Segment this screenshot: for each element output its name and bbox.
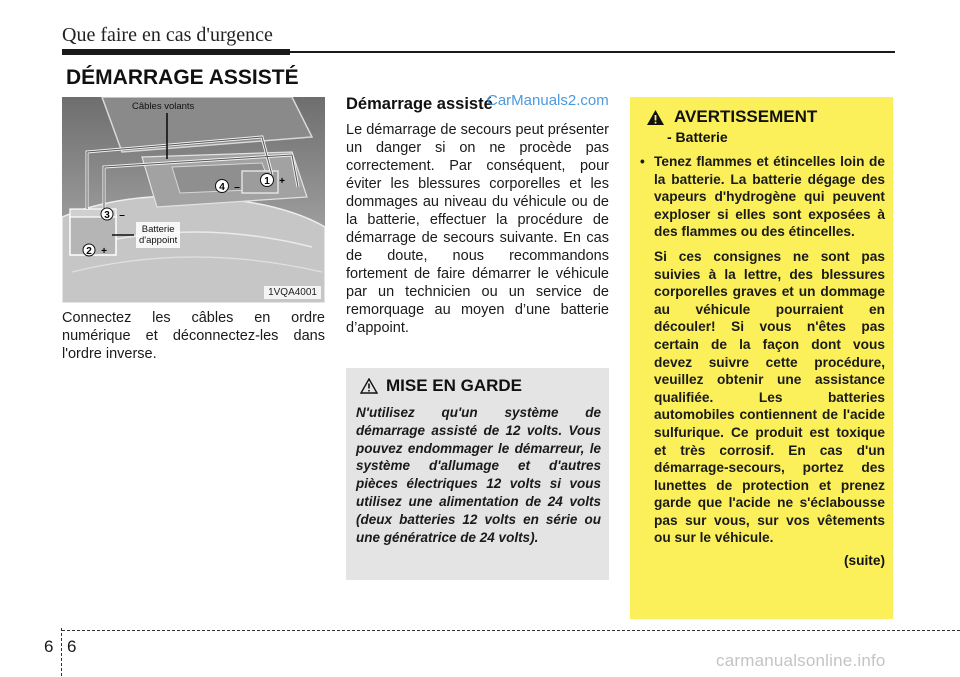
- label-booster-battery-line2: d'appoint: [139, 235, 178, 246]
- minus-sign-4: –: [234, 182, 240, 193]
- marker-3: 3: [104, 210, 110, 221]
- marker-2: 2: [86, 246, 92, 257]
- caution-header: [360, 376, 601, 396]
- caution-title: MISE EN GARDE: [386, 376, 523, 395]
- warning-title: AVERTISSEMENT: [674, 107, 818, 126]
- warning-box: [630, 97, 893, 619]
- engine-bay-drawing: [62, 97, 325, 303]
- plus-sign-1: +: [279, 176, 285, 187]
- label-booster-battery: [136, 222, 180, 248]
- warning-body: [654, 153, 885, 547]
- jump-start-illustration: [62, 97, 325, 303]
- warning-triangle-icon: [646, 109, 665, 126]
- warning-paragraph-2: Si ces consignes ne sont pas suivies à la lettre, des blessures corporelles graves et un dommage au véhicule pourraient en découler! Si vous n'êtes pas certain de la façon dont vous devez suivre cette procédure, veuillez obtenir une assistance qualifiée. Les batteries automobiles contiennent de l'acide sulfurique. Ce produit est toxique et très corrosif. En cas d'un démarrage-secours, portez des lunettes de protection et prenez garde que l'acide ne s'éclabousse pas sur vous, sur vos vêtements ou sur le véhicule.: [654, 248, 885, 546]
- warning-list-item: [640, 153, 885, 547]
- chapter-number: 6: [44, 637, 54, 656]
- warning-list: [640, 153, 885, 547]
- marker-4: 4: [219, 182, 225, 193]
- label-jumper-cables: Câbles volants: [132, 101, 195, 112]
- warning-paragraph-1: Tenez flammes et étincelles loin de la batterie. La batterie dégage des vapeurs d'hydrogène qui peuvent exploser si elles sont exposées à des flammes ou des étincelles.: [654, 154, 885, 240]
- caution-text: N'utilisez qu'un système de démarrage assisté de 12 volts. Vous pouvez endommager le démarreur, le système d'allumage et d'autres pièces électriques 12 volts si vous utilisez une alimentation de 24 volts (deux batteries 12 volts en série ou une génératrice de 24 volts).: [356, 405, 601, 545]
- warning-header: [646, 107, 885, 127]
- header-rule-thin: [290, 51, 895, 53]
- page-header-title: Que faire en cas d'urgence: [62, 24, 273, 46]
- minus-sign-3: –: [119, 210, 125, 221]
- warning-continued: (suite): [843, 553, 885, 569]
- watermark-overlay: CarManuals2.com: [487, 92, 609, 109]
- page-number: 6: [67, 637, 77, 656]
- caution-box: [346, 368, 609, 580]
- section-title: DÉMARRAGE ASSISTÉ: [66, 66, 299, 89]
- subsection-heading: Démarrage assisté: [346, 95, 493, 113]
- label-booster-battery-line1: Batterie: [141, 224, 175, 235]
- warning-subtitle: - Batterie: [667, 129, 728, 145]
- bullet-dot: •: [640, 154, 645, 169]
- header-rule-thick: [62, 49, 290, 55]
- jump-start-intro: Le démarrage de secours peut présenter un danger si on ne procède pas correctement. Par conséquent, pour éviter les blessures corporelles et les dommages au niveau du véhicule ou de la batterie, effectuer la procédure de démarrage de secours suivante. En cas de doute, nous recommandons fortement de faire démarrer le véhicule par un technicien ou un service de remorquage au moyen d’une batterie d’appoint.: [346, 122, 609, 336]
- caution-triangle-icon: [360, 378, 378, 394]
- marker-1: 1: [264, 176, 270, 187]
- footer-horizontal-rule: [62, 630, 960, 631]
- footer-vertical-rule: [61, 628, 62, 676]
- plus-sign-2: +: [101, 246, 107, 257]
- figure-code: 1VQA4001: [264, 286, 321, 299]
- footer-watermark: carmanualsonline.info: [716, 651, 886, 670]
- connection-instructions: Connectez les câbles en ordre numérique et déconnectez-les dans l'ordre inverse.: [62, 310, 325, 362]
